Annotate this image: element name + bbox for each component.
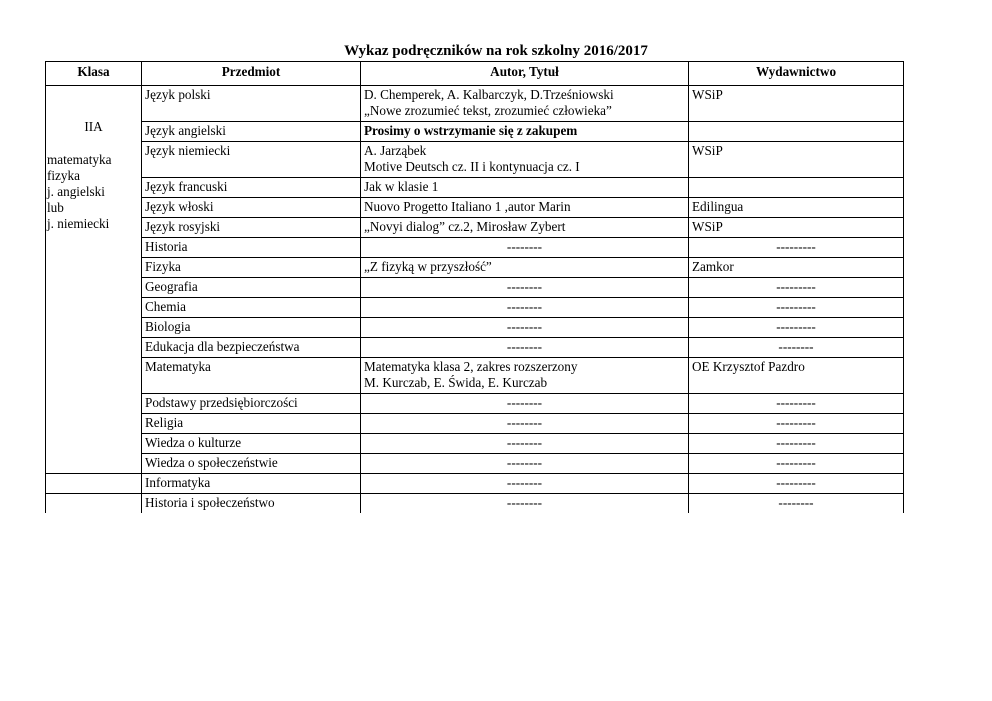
- subject-cell: Podstawy przedsiębiorczości: [142, 394, 361, 414]
- publisher-cell: ---------: [689, 298, 904, 318]
- publisher-cell: WSiP: [689, 142, 904, 178]
- table-row: [46, 86, 904, 122]
- table-row: [46, 318, 904, 338]
- author-line: --------: [506, 299, 543, 314]
- publisher-cell: [689, 178, 904, 198]
- author-line: --------: [506, 455, 543, 470]
- table-row: [46, 238, 904, 258]
- author-line: M. Kurczab, E. Świda, E. Kurczab: [364, 375, 548, 390]
- author-line: „Z fizyką w przyszłość”: [364, 259, 492, 274]
- author-title-cell: [361, 198, 689, 218]
- subject-cell: Język angielski: [142, 122, 361, 142]
- publisher-cell: --------: [689, 338, 904, 358]
- author-title-cell: [361, 238, 689, 258]
- subject-cell: Geografia: [142, 278, 361, 298]
- publisher-cell: --------: [689, 494, 904, 514]
- author-title-cell: [361, 218, 689, 238]
- subject-cell: Historia: [142, 238, 361, 258]
- table-row: [46, 198, 904, 218]
- author-title-cell: [361, 142, 689, 178]
- table-row: [46, 218, 904, 238]
- subject-cell: Edukacja dla bezpieczeństwa: [142, 338, 361, 358]
- subject-cell: Wiedza o społeczeństwie: [142, 454, 361, 474]
- author-line: Nuovo Progetto Italiano 1 ,autor Marin: [364, 199, 571, 214]
- publisher-cell: WSiP: [689, 218, 904, 238]
- table-row: [46, 434, 904, 454]
- author-line: Matematyka klasa 2, zakres rozszerzony: [364, 359, 578, 374]
- subject-cell: Matematyka: [142, 358, 361, 394]
- header-przedmiot: Przedmiot: [142, 62, 361, 86]
- author-title-cell: [361, 414, 689, 434]
- author-title-cell: [361, 318, 689, 338]
- table-row: [46, 338, 904, 358]
- author-line: --------: [506, 475, 543, 490]
- author-line: Jak w klasie 1: [364, 179, 439, 194]
- table-row: [46, 474, 904, 494]
- subject-cell: Język włoski: [142, 198, 361, 218]
- author-title-cell: [361, 358, 689, 394]
- author-line: --------: [506, 319, 543, 334]
- author-line: Motive Deutsch cz. II i kontynuacja cz. I: [364, 159, 580, 174]
- author-title-cell: [361, 258, 689, 278]
- table-row: [46, 278, 904, 298]
- publisher-cell: Edilingua: [689, 198, 904, 218]
- table-row: [46, 178, 904, 198]
- publisher-cell: ---------: [689, 318, 904, 338]
- table-row: [46, 358, 904, 394]
- subject-cell: Język francuski: [142, 178, 361, 198]
- klasa-profile-line: j. niemiecki: [47, 216, 110, 231]
- subject-cell: Język niemiecki: [142, 142, 361, 178]
- author-title-cell: [361, 86, 689, 122]
- subject-cell: Informatyka: [142, 474, 361, 494]
- klasa-profile-line: fizyka: [47, 168, 80, 183]
- klasa-empty-cell: [46, 494, 142, 514]
- klasa-name: IIA: [84, 119, 103, 134]
- publisher-cell: Zamkor: [689, 258, 904, 278]
- author-title-cell: [361, 278, 689, 298]
- author-line: --------: [506, 339, 543, 354]
- author-line: --------: [506, 279, 543, 294]
- subject-cell: Historia i społeczeństwo: [142, 494, 361, 514]
- table-header-row: [46, 62, 904, 86]
- subject-cell: Język rosyjski: [142, 218, 361, 238]
- publisher-cell: OE Krzysztof Pazdro: [689, 358, 904, 394]
- publisher-cell: [689, 122, 904, 142]
- publisher-cell: ---------: [689, 278, 904, 298]
- publisher-cell: ---------: [689, 474, 904, 494]
- subject-cell: Chemia: [142, 298, 361, 318]
- subject-cell: Biologia: [142, 318, 361, 338]
- author-title-cell: [361, 474, 689, 494]
- table-row: [46, 122, 904, 142]
- publisher-cell: ---------: [689, 414, 904, 434]
- klasa-profile-line: lub: [47, 200, 64, 215]
- author-line: „Nowe zrozumieć tekst, zrozumieć człowieka”: [364, 103, 612, 118]
- author-title-cell: [361, 178, 689, 198]
- table-row: [46, 298, 904, 318]
- publisher-cell: ---------: [689, 394, 904, 414]
- author-line: A. Jarząbek: [364, 143, 427, 158]
- author-title-cell: [361, 434, 689, 454]
- author-line: --------: [506, 495, 543, 510]
- publisher-cell: ---------: [689, 454, 904, 474]
- author-title-cell: [361, 122, 689, 142]
- header-autor: Autor, Tytuł: [361, 62, 689, 86]
- table-row: [46, 454, 904, 474]
- author-title-cell: [361, 494, 689, 514]
- publisher-cell: WSiP: [689, 86, 904, 122]
- subject-cell: Religia: [142, 414, 361, 434]
- publisher-cell: ---------: [689, 238, 904, 258]
- table-row: [46, 258, 904, 278]
- klasa-profile-line: matematyka: [47, 152, 112, 167]
- author-line: --------: [506, 395, 543, 410]
- klasa-profile-line: j. angielski: [47, 184, 105, 199]
- subject-cell: Wiedza o kulturze: [142, 434, 361, 454]
- author-line: --------: [506, 435, 543, 450]
- author-line: --------: [506, 239, 543, 254]
- subject-cell: Język polski: [142, 86, 361, 122]
- author-line: Prosimy o wstrzymanie się z zakupem: [364, 123, 578, 138]
- header-klasa: Klasa: [46, 62, 142, 86]
- author-line: D. Chemperek, A. Kalbarczyk, D.Trześniowski: [364, 87, 614, 102]
- table-row: [46, 142, 904, 178]
- publisher-cell: ---------: [689, 434, 904, 454]
- author-title-cell: [361, 298, 689, 318]
- textbook-table: [45, 61, 904, 513]
- table-row: [46, 494, 904, 514]
- header-wydawnictwo: Wydawnictwo: [689, 62, 904, 86]
- table-row: [46, 414, 904, 434]
- klasa-empty-cell: [46, 474, 142, 494]
- table-row: [46, 394, 904, 414]
- klasa-cell: [46, 86, 142, 474]
- table-body: [46, 86, 904, 514]
- author-title-cell: [361, 454, 689, 474]
- subject-cell: Fizyka: [142, 258, 361, 278]
- author-line: --------: [506, 415, 543, 430]
- author-line: „Novyi dialog” cz.2, Mirosław Zybert: [364, 219, 566, 234]
- page-title: Wykaz podręczników na rok szkolny 2016/2017: [344, 43, 648, 59]
- author-title-cell: [361, 394, 689, 414]
- author-title-cell: [361, 338, 689, 358]
